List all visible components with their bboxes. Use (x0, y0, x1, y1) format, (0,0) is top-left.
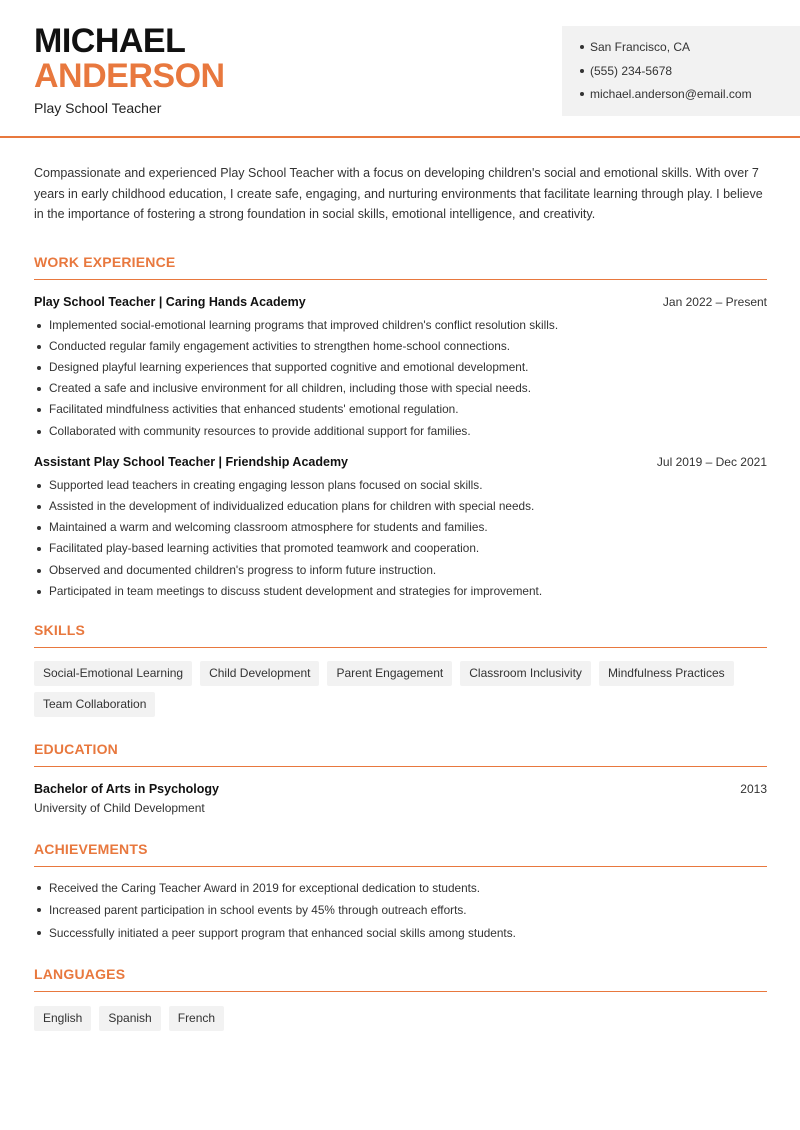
list-item: Collaborated with community resources to provide additional support for families. (34, 421, 767, 442)
skill-tag: Social-Emotional Learning (34, 661, 192, 686)
contact-phone: (555) 234-5678 (580, 63, 800, 87)
bullet-icon (580, 92, 584, 96)
achievements-list (34, 877, 767, 945)
list-item: Facilitated mindfulness activities that enhanced students' emotional regulation. (34, 399, 767, 420)
skill-tag: Team Collaboration (34, 692, 155, 717)
bullet-icon (37, 931, 41, 935)
education-section (34, 741, 767, 815)
list-item: Implemented social-emotional learning programs that improved children's conflict resolution skills. (34, 315, 767, 336)
summary: Compassionate and experienced Play School Teacher with a focus on developing children's social and emotional skills. With over 7 years in early childhood education, I create safe, engaging, and nurturing environments that facilitate learning through play. I believe in the importance of fostering a strong foundation in social skills, emotional intelligence, and creativity. (34, 166, 763, 221)
achievements-section (34, 841, 767, 945)
resume-body (34, 163, 767, 1031)
last-name: ANDERSON (34, 57, 225, 95)
education-entry (34, 782, 767, 815)
job-bullets (34, 475, 767, 602)
list-item: Successfully initiated a peer support program that enhanced social skills among students. (34, 922, 767, 945)
bullet-icon (580, 45, 584, 49)
list-item: Created a safe and inclusive environment for all children, including those with special needs. (34, 378, 767, 399)
list-item: Facilitated play-based learning activities that promoted teamwork and cooperation. (34, 538, 767, 559)
bullet-icon (37, 886, 41, 890)
bullet-icon (37, 430, 41, 434)
degree: Bachelor of Arts in Psychology (34, 781, 219, 796)
list-item: Received the Caring Teacher Award in 2019 for exceptional dedication to students. (34, 877, 767, 900)
bullet-icon (37, 547, 41, 551)
section-title-work: WORK EXPERIENCE (34, 254, 767, 280)
skill-tag: Mindfulness Practices (599, 661, 734, 686)
job-role: Play School Teacher | Caring Hands Academy (34, 294, 306, 309)
bullet-icon (37, 387, 41, 391)
section-title-education: EDUCATION (34, 741, 767, 767)
list-item: Designed playful learning experiences that supported cognitive and emotional development. (34, 357, 767, 378)
list-item: Increased parent participation in school events by 45% through outreach efforts. (34, 899, 767, 922)
first-name: MICHAEL (34, 22, 186, 60)
job-bullets (34, 315, 767, 442)
bullet-icon (37, 366, 41, 370)
bullet-icon (37, 408, 41, 412)
contact-location: San Francisco, CA (580, 39, 800, 63)
bullet-icon (37, 324, 41, 328)
resume-header (0, 0, 800, 138)
candidate-name (34, 24, 225, 94)
bullet-icon (580, 69, 584, 73)
language-tag: French (169, 1006, 224, 1031)
list-item: Assisted in the development of individualized education plans for children with special needs. (34, 496, 767, 517)
school-name: University of Child Development (34, 800, 205, 815)
job-date: Jan 2022 – Present (662, 294, 767, 309)
job-role: Assistant Play School Teacher | Friendship Academy (34, 454, 349, 469)
job-title: Play School Teacher (34, 100, 162, 116)
contact-box (562, 26, 800, 116)
list-item: Conducted regular family engagement activities to strengthen home-school connections. (34, 336, 767, 357)
skill-tag: Child Development (200, 661, 319, 686)
language-tag: Spanish (99, 1006, 160, 1031)
bullet-icon (37, 484, 41, 488)
list-item: Observed and documented children's progress to inform future instruction. (34, 560, 767, 581)
bullet-icon (37, 345, 41, 349)
skills-section (34, 622, 767, 717)
job-entry (34, 295, 767, 442)
list-item: Supported lead teachers in creating engaging lesson plans focused on social skills. (34, 475, 767, 496)
bullet-icon (37, 590, 41, 594)
language-tags (34, 1006, 767, 1031)
bullet-icon (37, 526, 41, 530)
section-title-achievements: ACHIEVEMENTS (34, 841, 767, 867)
work-section (34, 254, 767, 602)
list-item: Maintained a warm and welcoming classroom atmosphere for students and families. (34, 517, 767, 538)
graduation-year: 2013 (740, 781, 767, 796)
bullet-icon (37, 569, 41, 573)
section-title-languages: LANGUAGES (34, 966, 767, 992)
language-tag: English (34, 1006, 91, 1031)
job-date: Jul 2019 – Dec 2021 (656, 454, 767, 469)
section-title-skills: SKILLS (34, 622, 767, 648)
skills-tags (34, 661, 767, 717)
bullet-icon (37, 505, 41, 509)
list-item: Participated in team meetings to discuss student development and strategies for improvement. (34, 581, 767, 602)
languages-section (34, 966, 767, 1031)
job-entry (34, 455, 767, 602)
bullet-icon (37, 908, 41, 912)
skill-tag: Parent Engagement (327, 661, 452, 686)
skill-tag: Classroom Inclusivity (460, 661, 591, 686)
contact-email: michael.anderson@email.com (580, 86, 800, 110)
